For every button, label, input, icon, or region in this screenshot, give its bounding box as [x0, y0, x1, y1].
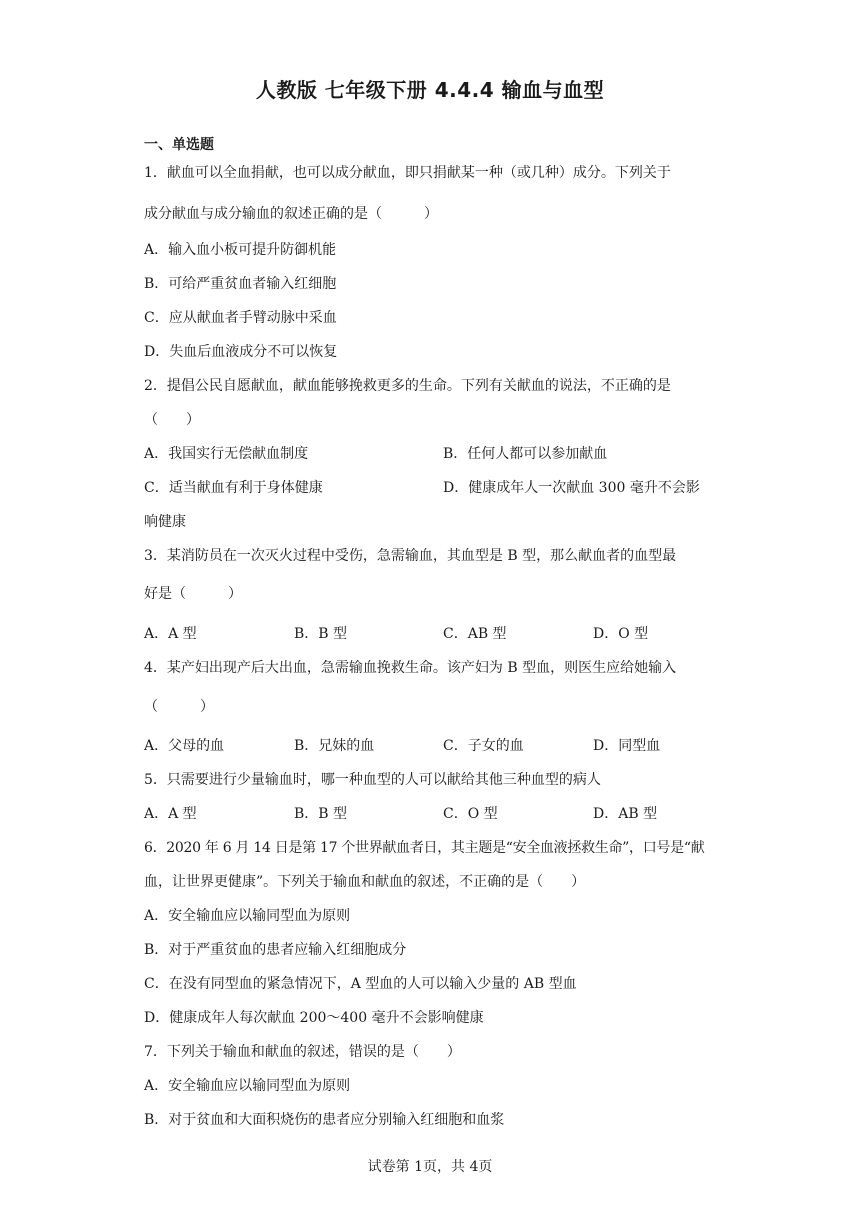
question-3-stem-line-1: 3．某消防员在一次灭火过程中受伤，急需输血，其血型是 B 型，那么献血者的血型最 — [144, 548, 677, 564]
question-6-stem-line-2: 血，让世界更健康”。下列关于输血和献血的叙述，不正确的是（ ） — [144, 874, 586, 890]
question-2-option-d-line-1: D．健康成年人一次献血 300 毫升不会影 — [443, 480, 700, 496]
question-4-option-d: D．同型血 — [593, 738, 661, 754]
question-5-option-b: B．B 型 — [294, 806, 348, 822]
question-3-option-c: C．AB 型 — [443, 626, 507, 642]
question-6-option-d: D．健康成年人每次献血 200～400 毫升不会影响健康 — [144, 1010, 484, 1026]
question-3-option-d: D．O 型 — [593, 626, 649, 642]
question-2-option-a: A．我国实行无偿献血制度 — [144, 446, 309, 462]
page-title: 人教版 七年级下册 4.4.4 输血与血型 — [255, 78, 605, 102]
question-4-option-c: C．子女的血 — [443, 738, 524, 754]
question-7-option-a: A．安全输血应以输同型血为原则 — [144, 1078, 351, 1094]
question-6-stem-line-1: 6．2020 年 6 月 14 日是第 17 个世界献血者日，其主题是“安全血液拯救生命”，口号是“献 — [144, 840, 705, 856]
question-6-option-c: C．在没有同型血的紧急情况下，A 型血的人可以输入少量的 AB 型血 — [144, 976, 577, 992]
question-2-option-b: B．任何人都可以参加献血 — [443, 446, 608, 462]
question-4-option-b: B．兄妹的血 — [294, 738, 375, 754]
question-1-stem-line-1: 1．献血可以全血捐献，也可以成分献血，即只捐献某一种（或几种）成分。下列关于 — [144, 165, 671, 181]
question-5-option-d: D．AB 型 — [593, 806, 658, 822]
question-7-option-b: B．对于贫血和大面积烧伤的患者应分别输入红细胞和血浆 — [144, 1112, 505, 1128]
question-7-stem: 7．下列关于输血和献血的叙述，错误的是（ ） — [144, 1044, 461, 1060]
question-5-stem: 5．只需要进行少量输血时，哪一种血型的人可以献给其他三种血型的病人 — [144, 772, 601, 788]
question-4-option-a: A．父母的血 — [144, 738, 225, 754]
question-2-stem-line-2: （ ） — [144, 412, 200, 428]
question-6-option-b: B．对于严重贫血的患者应输入红细胞成分 — [144, 942, 407, 958]
question-6-option-a: A．安全输血应以输同型血为原则 — [144, 908, 351, 924]
question-1-option-b: B．可给严重贫血者输入红细胞 — [144, 276, 337, 292]
question-2-stem-line-1: 2．提倡公民自愿献血，献血能够挽救更多的生命。下列有关献血的说法，不正确的是 — [144, 378, 671, 394]
section-heading: 一、单选题 — [144, 137, 214, 153]
question-1-option-a: A．输入血小板可提升防御机能 — [144, 242, 337, 258]
question-3-option-b: B．B 型 — [294, 626, 348, 642]
question-5-option-a: A．A 型 — [144, 806, 197, 822]
question-4-stem-line-2: （ ） — [144, 699, 214, 715]
question-1-stem-line-2: 成分献血与成分输血的叙述正确的是（ ） — [144, 206, 438, 222]
question-2-option-c: C．适当献血有利于身体健康 — [144, 480, 323, 496]
question-1-option-c: C．应从献血者手臂动脉中采血 — [144, 310, 337, 326]
question-5-option-c: C．O 型 — [443, 806, 498, 822]
question-3-stem-line-2: 好是（ ） — [144, 586, 242, 602]
question-2-option-d-line-2: 响健康 — [144, 514, 186, 530]
page-footer: 试卷第 1页，共 4页 — [367, 1159, 493, 1175]
question-3-option-a: A．A 型 — [144, 626, 197, 642]
question-4-stem-line-1: 4．某产妇出现产后大出血，急需输血挽救生命。该产妇为 B 型血，则医生应给她输入 — [144, 660, 677, 676]
question-1-option-d: D．失血后血液成分不可以恢复 — [144, 344, 338, 360]
